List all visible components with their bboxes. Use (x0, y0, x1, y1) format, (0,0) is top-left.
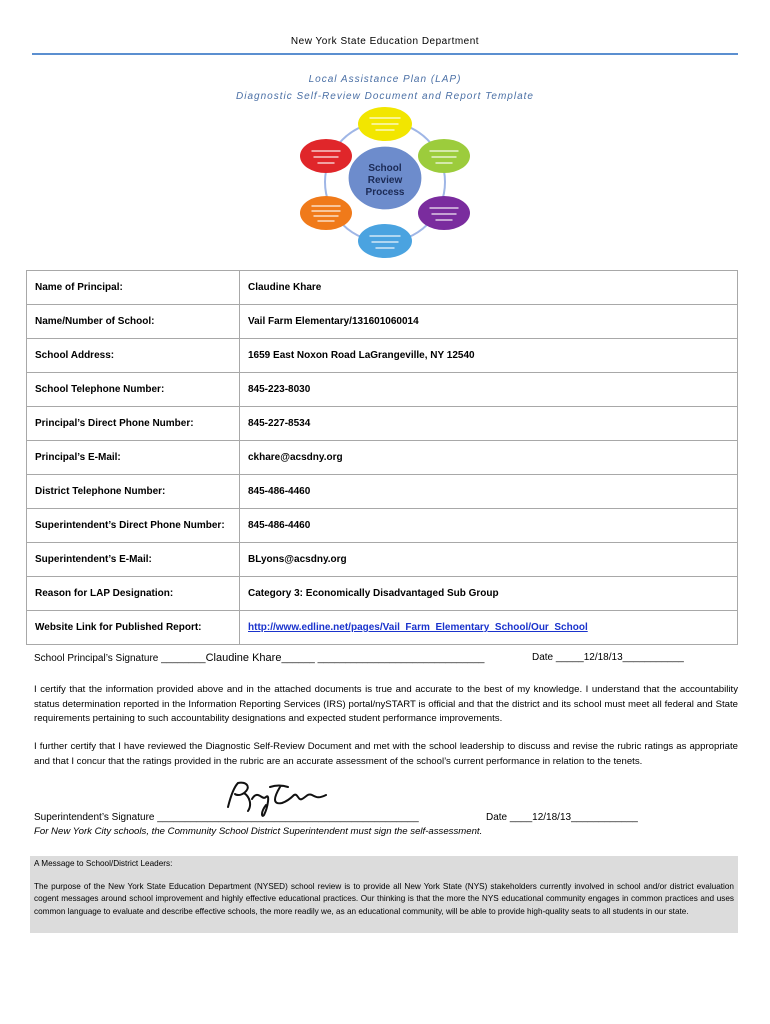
message-body: The purpose of the New York State Education Department (NYSED) school review is to provide all New York State (NYS) stakeholders currently involved in school and/or district evaluation cogent messages around school improvement and highly effective educational practices. Our thinking is that the more the NYS educational community engages in common practices and uses common language to evaluate and describe effective schools, the more readily we, as an educational community, will be able to provide high-quality seats to all students in our state. (34, 881, 734, 916)
tenet-circle-left-bottom (300, 196, 352, 230)
info-row (27, 407, 738, 441)
tenet-circle-right-top (418, 139, 470, 173)
field-label: Principal’s E-Mail: (27, 441, 240, 475)
message-box (30, 856, 738, 933)
info-row (27, 543, 738, 577)
field-value: Claudine Khare (240, 271, 738, 305)
field-value: 845-227-8534 (240, 407, 738, 441)
principal-date-line (532, 652, 684, 663)
certification-paragraph-2: I further certify that I have reviewed the Diagnostic Self-Review Document and met with the school leadership to discuss and revise the rubric ratings as appropriate and that I concur that the ratings provided in the rubric are an accurate assessment of the school’s current performance in relation to the tenets. (34, 741, 738, 767)
field-value: BLyons@acsdny.org (240, 543, 738, 577)
field-label: Principal’s Direct Phone Number: (27, 407, 240, 441)
field-value: Vail Farm Elementary/131601060014 (240, 305, 738, 339)
info-row (27, 611, 738, 645)
principal-date-label: Date _____ (532, 652, 584, 663)
info-row (27, 373, 738, 407)
superintendent-date-line (486, 812, 638, 823)
center-label-2: Review (367, 175, 403, 186)
superintendent-date-value: 12/18/13 (532, 812, 572, 823)
superintendent-signature-line: Superintendent’s Signature _______________________________________________ (34, 812, 419, 823)
field-label: Name of Principal: (27, 271, 240, 305)
principal-signature-label: School Principal’s Signature ________ (34, 653, 206, 664)
field-label: Name/Number of School: (27, 305, 240, 339)
header-rule (32, 53, 738, 55)
field-label: School Address: (27, 339, 240, 373)
info-row (27, 577, 738, 611)
field-value: 845-486-4460 (240, 509, 738, 543)
field-label: School Telephone Number: (27, 373, 240, 407)
school-info-table (26, 270, 738, 645)
field-label: Superintendent’s E-Mail: (27, 543, 240, 577)
agency-header: New York State Education Department (290, 36, 480, 47)
field-label: District Telephone Number: (27, 475, 240, 509)
info-row (27, 441, 738, 475)
message-heading: A Message to School/District Leaders: (34, 859, 173, 868)
principal-date-trail: ___________ (622, 652, 684, 663)
field-label: Superintendent’s Direct Phone Number: (27, 509, 240, 543)
tenet-circle-left-top (300, 139, 352, 173)
field-value: 845-486-4460 (240, 475, 738, 509)
school-review-process-diagram (278, 105, 492, 259)
document-title: Local Assistance Plan (LAP) (308, 74, 462, 85)
certification-paragraph-1: I certify that the information provided above and in the attached documents is true and accurate to the best of my knowledge. I understand that the accountability status determination reported in the Information Reporting Services (IRS) portal/nySTART is official and that the district and its school must meet all federal and State requirements pertaining to such accountability designations and expected student performance improvements. (34, 684, 738, 724)
field-value: 1659 East Noxon Road LaGrangeville, NY 12540 (240, 339, 738, 373)
principal-signature-trail: ______ ______________________________ (281, 653, 485, 664)
info-row (27, 509, 738, 543)
info-row (27, 339, 738, 373)
principal-date-value: 12/18/13 (583, 652, 623, 663)
published-report-link[interactable]: http://www.edline.net/pages/Vail_Farm_Elementary_School/Our_School (248, 622, 588, 633)
tenet-circle-right-bottom (418, 196, 470, 230)
field-label: Reason for LAP Designation: (27, 577, 240, 611)
nyc-superintendent-note: For New York City schools, the Community School District Superintendent must sign the self-assessment. (34, 826, 483, 837)
tenet-circle-bottom (358, 224, 412, 258)
center-label-3: Process (365, 187, 405, 198)
principal-signature-line (34, 652, 484, 664)
center-label-1: School (368, 163, 402, 174)
field-label: Website Link for Published Report: (27, 611, 240, 645)
principal-signature-name: Claudine Khare (205, 652, 282, 664)
document-subtitle: Diagnostic Self-Review Document and Report Template (236, 91, 534, 102)
superintendent-date-label: Date ____ (486, 812, 533, 823)
info-row (27, 305, 738, 339)
field-value: ckhare@acsdny.org (240, 441, 738, 475)
info-row (27, 475, 738, 509)
info-row (27, 271, 738, 305)
field-value: Category 3: Economically Disadvantaged Sub Group (240, 577, 738, 611)
superintendent-date-trail: ____________ (571, 812, 638, 823)
field-value (240, 611, 738, 645)
field-value: 845-223-8030 (240, 373, 738, 407)
